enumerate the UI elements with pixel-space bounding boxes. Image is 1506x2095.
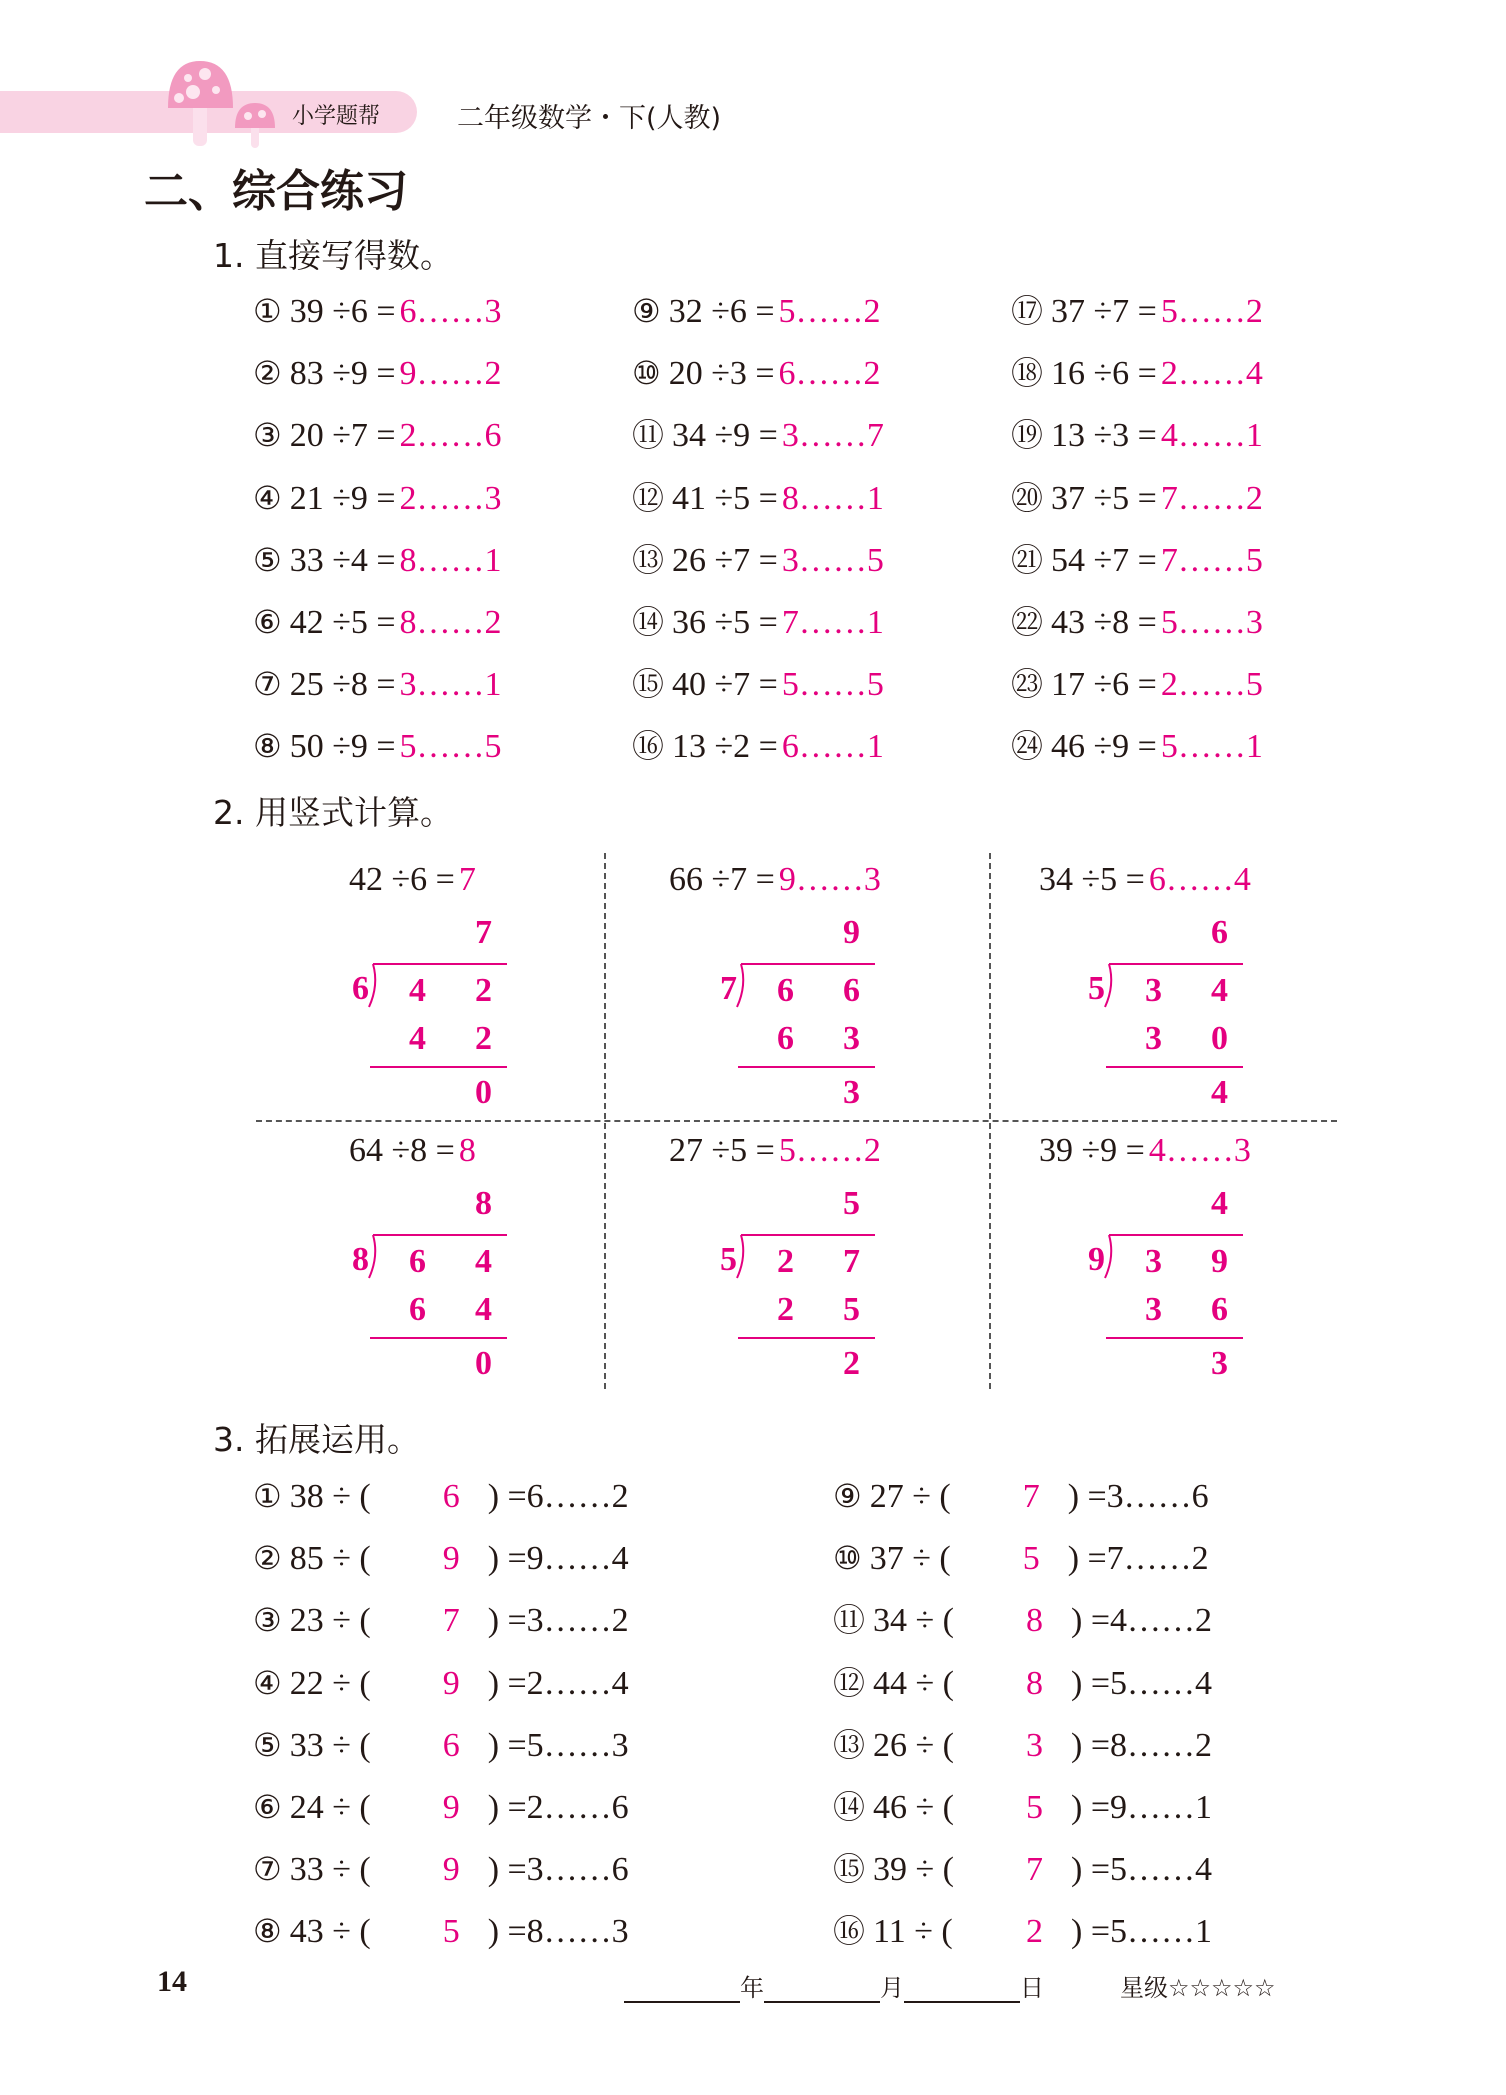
q3-title: 3. 拓展运用。: [213, 1420, 420, 1459]
page-number: 14: [157, 1965, 187, 1998]
expression: 54 ÷7 =: [1051, 541, 1157, 579]
expression: 13 ÷2 =: [672, 728, 778, 766]
book-title: 二年级数学・下(人教): [457, 103, 722, 134]
exercise-item: [833, 1911, 1212, 1952]
item-number: ⑲: [1011, 416, 1044, 455]
item-number: ⑬: [632, 540, 665, 579]
result: ) =5……1: [1071, 1913, 1213, 1951]
bracket-line: [741, 963, 875, 965]
exercise-item: [1011, 415, 1263, 456]
dividend-digit: 6: [777, 972, 794, 1009]
expression: 32 ÷6 =: [668, 293, 775, 330]
exercise-item: [632, 415, 884, 456]
exercise-item: [833, 1538, 1209, 1579]
exercise-item: [833, 1476, 1209, 1517]
expression: 34 ÷5 =: [1039, 861, 1145, 898]
expression: 20 ÷3 =: [668, 355, 775, 393]
division-equation: [669, 1131, 881, 1171]
expression: 34 ÷ (: [873, 1602, 954, 1640]
expression: 39 ÷9 =: [1039, 1132, 1145, 1169]
division-bracket-icon: [735, 1234, 749, 1280]
expression: 27 ÷ (: [869, 1478, 951, 1515]
exercise-item: [253, 353, 502, 394]
expression: 13 ÷3 =: [1051, 417, 1157, 455]
exercise-item: [632, 353, 881, 394]
day-blank[interactable]: [904, 1975, 1020, 2003]
answer: 3: [1026, 1726, 1044, 1764]
result: ) =5……4: [1071, 1664, 1213, 1702]
exercise-item: [1011, 291, 1263, 332]
item-number: ③: [253, 1601, 282, 1640]
exercise-item: [253, 291, 502, 332]
answer: 5……2: [778, 1132, 881, 1169]
expression: 44 ÷ (: [873, 1664, 954, 1702]
expression: 41 ÷5 =: [672, 479, 778, 517]
dividend-digit: 3: [1145, 972, 1162, 1009]
result: ) =4……2: [1071, 1602, 1213, 1640]
exercise-item: [253, 1725, 629, 1766]
exercise-item: [632, 540, 884, 581]
product-digit: 4: [409, 1020, 426, 1057]
dividend-digit: 9: [1211, 1243, 1228, 1280]
result: ) =9……4: [487, 1540, 629, 1578]
month-label: 月: [880, 1974, 904, 2002]
exercise-item: [833, 1663, 1212, 1704]
expression: 66 ÷7 =: [669, 861, 775, 898]
item-number: ㉒: [1011, 603, 1044, 641]
exercise-item: [1011, 664, 1263, 705]
quotient: 5: [843, 1185, 860, 1222]
divisor: 6: [352, 970, 369, 1007]
exercise-item: [253, 540, 502, 581]
item-number: ②: [253, 1539, 282, 1578]
item-number: ⑱: [1011, 354, 1044, 393]
exercise-item: [253, 1663, 629, 1704]
expression: 40 ÷7 =: [672, 666, 778, 704]
exercise-item: [632, 291, 881, 332]
exercise-item: [253, 1849, 629, 1890]
expression: 16 ÷6 =: [1051, 355, 1157, 393]
expression: 22 ÷ (: [289, 1664, 371, 1702]
item-number: ⑪: [632, 416, 665, 455]
dividend-digit: 4: [1211, 972, 1228, 1009]
answer: 6……2: [778, 355, 881, 393]
remainder: 0: [475, 1074, 492, 1111]
divisor: 5: [720, 1241, 737, 1278]
item-number: ⑦: [253, 665, 282, 704]
expression: 20 ÷7 =: [289, 417, 396, 455]
answer: 9……2: [399, 355, 502, 393]
expression: 50 ÷9 =: [289, 728, 396, 766]
result: ) =7……2: [1067, 1540, 1209, 1578]
item-number: ⑯: [833, 1912, 866, 1951]
exercise-item: [632, 478, 884, 519]
item-number: ⑭: [632, 603, 665, 641]
division-bracket-icon: [367, 1234, 381, 1280]
item-number: ⑰: [1011, 292, 1044, 330]
year-blank[interactable]: [624, 1975, 740, 2003]
item-number: ⑬: [833, 1725, 866, 1764]
expression: 11 ÷ (: [873, 1913, 953, 1951]
result: ) =9……1: [1071, 1789, 1213, 1826]
answer: 5: [442, 1913, 460, 1951]
answer: 6……1: [781, 728, 884, 766]
remainder: 3: [843, 1074, 860, 1111]
exercise-item: [833, 1725, 1212, 1766]
expression: 43 ÷ (: [289, 1913, 371, 1951]
exercise-item: [632, 664, 884, 705]
expression: 83 ÷9 =: [289, 355, 396, 393]
section-title: 二、综合练习: [144, 166, 408, 217]
answer: 6……3: [399, 293, 502, 330]
division-equation: [349, 860, 476, 900]
expression: 27 ÷5 =: [669, 1132, 775, 1169]
q2-title: 2. 用竖式计算。: [213, 793, 453, 832]
bracket-line: [1109, 963, 1243, 965]
exercise-item: [1011, 353, 1263, 394]
expression: 25 ÷8 =: [289, 666, 396, 704]
remainder: 0: [475, 1345, 492, 1382]
exercise-item: [1011, 726, 1263, 767]
item-number: ㉓: [1011, 665, 1044, 704]
dividend-digit: 4: [409, 972, 426, 1009]
item-number: ⑮: [632, 665, 665, 704]
answer: 7: [1026, 1851, 1044, 1889]
result: ) =8……3: [487, 1913, 629, 1951]
expression: 23 ÷ (: [289, 1602, 371, 1640]
item-number: ⑨: [833, 1477, 862, 1515]
item-number: ⑥: [253, 603, 282, 641]
answer: 7: [1022, 1478, 1040, 1515]
item-number: ②: [253, 354, 282, 393]
exercise-item: [253, 478, 502, 519]
answer: 5: [1022, 1540, 1040, 1578]
answer: 5……5: [781, 666, 884, 704]
item-number: ⑤: [253, 540, 282, 579]
answer: 8……1: [399, 541, 502, 579]
q1-title: 1. 直接写得数。: [213, 236, 453, 275]
dividend-digit: 2: [475, 972, 492, 1009]
answer: 2: [1026, 1913, 1044, 1951]
divisor: 8: [352, 1241, 369, 1278]
dividend-digit: 2: [777, 1243, 794, 1280]
item-number: ③: [253, 416, 282, 455]
subtraction-line: [738, 1337, 875, 1339]
answer: 5……3: [1160, 604, 1263, 641]
division-equation: [669, 860, 881, 900]
exercise-item: [253, 1538, 629, 1579]
answer: 2……3: [399, 479, 502, 517]
brand-label: 小学题帮: [292, 104, 381, 129]
expression: 46 ÷9 =: [1051, 728, 1157, 766]
exercise-item: [833, 1600, 1212, 1641]
exercise-item: [632, 602, 884, 643]
product-digit: 2: [777, 1291, 794, 1328]
expression: 37 ÷7 =: [1051, 293, 1157, 330]
product-digit: 6: [777, 1020, 794, 1057]
product-digit: 5: [843, 1291, 860, 1328]
answer: 5……1: [1160, 728, 1263, 766]
expression: 85 ÷ (: [289, 1540, 371, 1578]
exercise-item: [253, 726, 502, 767]
dividend-digit: 4: [475, 1243, 492, 1280]
division-equation: [1039, 860, 1251, 900]
answer: 6: [442, 1726, 460, 1764]
item-number: ⑤: [253, 1725, 282, 1764]
expression: 33 ÷ (: [289, 1726, 371, 1764]
answer: 7: [442, 1602, 460, 1640]
product-digit: 2: [475, 1020, 492, 1057]
remainder: 3: [1211, 1345, 1228, 1382]
result: ) =3……2: [487, 1602, 629, 1640]
grid-divider: [256, 1120, 1337, 1122]
answer: 9……3: [778, 861, 881, 898]
answer: 2……4: [1160, 355, 1263, 393]
dividend-digit: 6: [409, 1243, 426, 1280]
item-number: ㉔: [1011, 727, 1044, 766]
item-number: ⑩: [632, 354, 661, 393]
product-digit: 3: [1145, 1291, 1162, 1328]
exercise-item: [253, 602, 502, 643]
answer: 3……7: [781, 417, 884, 455]
exercise-item: [833, 1787, 1212, 1828]
answer: 7……1: [781, 604, 884, 641]
answer: 8……1: [781, 479, 884, 517]
result: ) =6……2: [487, 1478, 629, 1515]
date-fields: [624, 1968, 1044, 2003]
result: ) =5……3: [487, 1726, 629, 1764]
item-number: ⑫: [632, 478, 665, 517]
expression: 24 ÷ (: [289, 1789, 371, 1826]
bracket-line: [741, 1234, 875, 1236]
subtraction-line: [1106, 1066, 1243, 1068]
division-bracket-icon: [367, 963, 381, 1009]
expression: 17 ÷6 =: [1051, 666, 1157, 704]
answer: 4……1: [1160, 417, 1263, 455]
quotient: 6: [1211, 914, 1228, 951]
exercise-item: [1011, 602, 1263, 643]
bracket-line: [373, 1234, 507, 1236]
day-label: 日: [1020, 1974, 1044, 2002]
answer: 8: [1026, 1664, 1044, 1702]
subtraction-line: [370, 1066, 507, 1068]
subtraction-line: [738, 1066, 875, 1068]
remainder: 4: [1211, 1074, 1228, 1111]
answer: 3……1: [399, 666, 502, 704]
answer: 9: [442, 1851, 460, 1889]
expression: 64 ÷8 =: [349, 1132, 455, 1169]
answer: 5……5: [399, 728, 502, 766]
expression: 39 ÷6 =: [289, 293, 396, 330]
quotient: 8: [475, 1185, 492, 1222]
divisor: 5: [1088, 970, 1105, 1007]
exercise-item: [1011, 478, 1263, 519]
expression: 37 ÷5 =: [1051, 479, 1157, 517]
answer: 2……5: [1160, 666, 1263, 704]
expression: 42 ÷6 =: [349, 861, 455, 898]
product-digit: 3: [843, 1020, 860, 1057]
expression: 42 ÷5 =: [289, 604, 396, 641]
answer: 8……2: [399, 604, 502, 641]
item-number: ①: [253, 292, 282, 330]
expression: 43 ÷8 =: [1051, 604, 1157, 641]
quotient: 7: [475, 914, 492, 951]
bracket-line: [1109, 1234, 1243, 1236]
answer: 5……2: [778, 293, 881, 330]
division-bracket-icon: [735, 963, 749, 1009]
division-equation: [1039, 1131, 1251, 1171]
result: ) =3……6: [487, 1851, 629, 1889]
answer: 7……2: [1160, 479, 1263, 517]
division-bracket-icon: [1103, 963, 1117, 1009]
expression: 33 ÷ (: [289, 1851, 371, 1889]
answer: 9: [442, 1789, 460, 1826]
item-number: ④: [253, 1663, 282, 1702]
exercise-item: [253, 1787, 629, 1828]
product-digit: 6: [1211, 1291, 1228, 1328]
mushroom-icon: [163, 58, 283, 148]
exercise-item: [253, 1600, 629, 1641]
answer: 2……6: [399, 417, 502, 455]
divisor: 7: [720, 970, 737, 1007]
expression: 37 ÷ (: [869, 1540, 951, 1578]
remainder: 2: [843, 1345, 860, 1382]
answer: 9: [442, 1664, 460, 1702]
result: ) =8……2: [1071, 1726, 1213, 1764]
star-rating[interactable]: 星级☆☆☆☆☆: [1120, 1974, 1276, 2002]
quotient: 4: [1211, 1185, 1228, 1222]
item-number: ⑩: [833, 1539, 862, 1578]
exercise-item: [253, 415, 502, 456]
exercise-item: [632, 726, 884, 767]
expression: 36 ÷5 =: [672, 604, 778, 641]
expression: 26 ÷ (: [873, 1726, 954, 1764]
exercise-item: [253, 664, 502, 705]
item-number: ⑪: [833, 1601, 866, 1640]
answer: 9: [442, 1540, 460, 1578]
item-number: ⑦: [253, 1850, 282, 1889]
expression: 21 ÷9 =: [289, 479, 396, 517]
item-number: ㉑: [1011, 540, 1044, 579]
divisor: 9: [1088, 1241, 1105, 1278]
dividend-digit: 3: [1145, 1243, 1162, 1280]
expression: 34 ÷9 =: [672, 417, 778, 455]
item-number: ⑥: [253, 1788, 282, 1826]
answer: 8: [1026, 1602, 1044, 1640]
dividend-digit: 7: [843, 1243, 860, 1280]
item-number: ⑫: [833, 1663, 866, 1702]
answer: 8: [458, 1132, 476, 1169]
expression: 39 ÷ (: [873, 1851, 954, 1889]
product-digit: 3: [1145, 1020, 1162, 1057]
exercise-item: [253, 1911, 629, 1952]
answer: 3……5: [781, 541, 884, 579]
result: ) =2……6: [487, 1789, 629, 1826]
item-number: ⑯: [632, 727, 665, 766]
answer: 5……2: [1160, 293, 1263, 330]
item-number: ①: [253, 1477, 282, 1515]
division-bracket-icon: [1103, 1234, 1117, 1280]
product-digit: 0: [1211, 1020, 1228, 1057]
product-digit: 6: [409, 1291, 426, 1328]
dividend-digit: 6: [843, 972, 860, 1009]
answer: 4……3: [1148, 1132, 1251, 1169]
subtraction-line: [1106, 1337, 1243, 1339]
exercise-item: [833, 1849, 1212, 1890]
answer: 6……4: [1148, 861, 1251, 898]
item-number: ⑧: [253, 1912, 282, 1951]
answer: 7: [458, 861, 476, 898]
result: ) =2……4: [487, 1664, 629, 1702]
result: ) =3……6: [1067, 1478, 1209, 1515]
item-number: ⑳: [1011, 478, 1044, 517]
item-number: ⑭: [833, 1788, 866, 1826]
quotient: 9: [843, 914, 860, 951]
expression: 33 ÷4 =: [289, 541, 396, 579]
division-equation: [349, 1131, 476, 1171]
year-label: 年: [740, 1974, 764, 2002]
subtraction-line: [370, 1337, 507, 1339]
expression: 46 ÷ (: [873, 1789, 954, 1826]
item-number: ⑮: [833, 1850, 866, 1889]
month-blank[interactable]: [764, 1975, 880, 2003]
exercise-item: [253, 1476, 629, 1517]
item-number: ⑨: [632, 292, 661, 330]
product-digit: 4: [475, 1291, 492, 1328]
expression: 38 ÷ (: [289, 1478, 371, 1515]
bracket-line: [373, 963, 507, 965]
answer: 5: [1026, 1789, 1044, 1826]
item-number: ⑧: [253, 727, 282, 766]
exercise-item: [1011, 540, 1263, 581]
answer: 6: [442, 1478, 460, 1515]
answer: 7……5: [1160, 541, 1263, 579]
expression: 26 ÷7 =: [672, 541, 778, 579]
item-number: ④: [253, 478, 282, 517]
result: ) =5……4: [1071, 1851, 1213, 1889]
